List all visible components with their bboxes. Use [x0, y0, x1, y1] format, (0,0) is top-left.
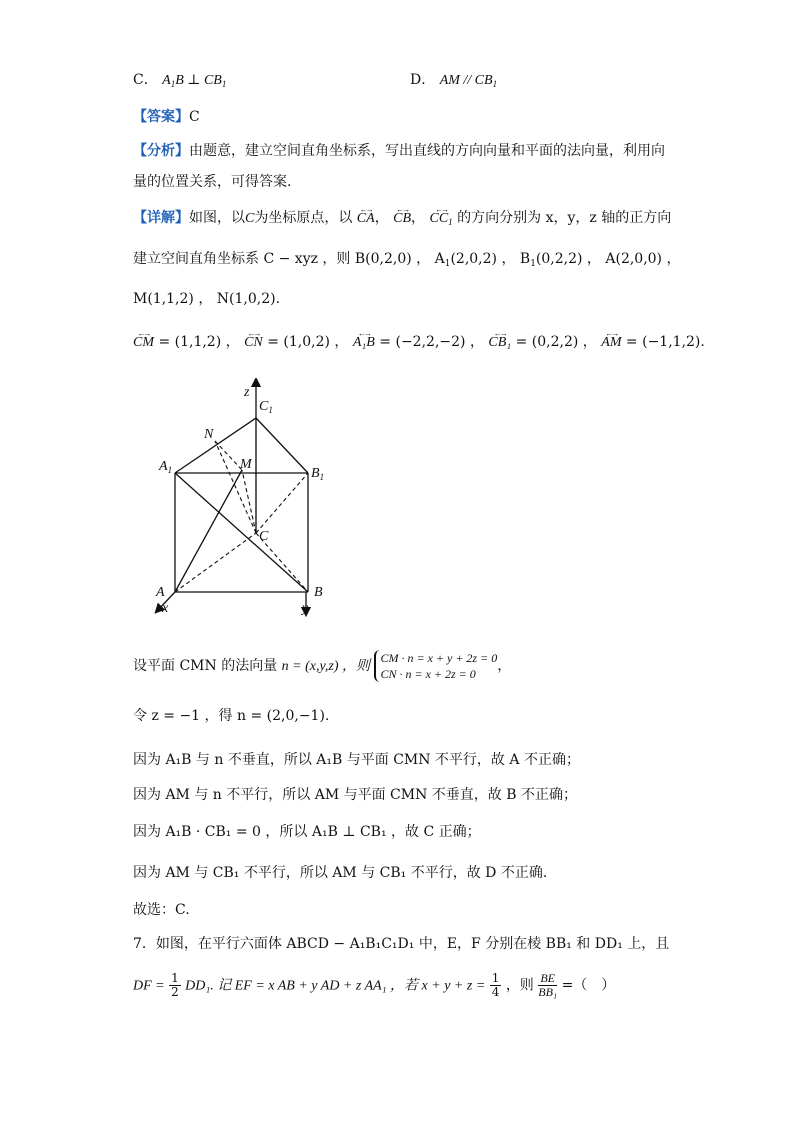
hidden-nm	[215, 441, 242, 470]
let-line: 令 z = −1 ，得 n = (2,0,−1).	[133, 708, 330, 724]
reason-d: 因为 AM 与 CB₁ 不平行，所以 AM 与 CB₁ 不平行，故 D 不正确.	[133, 865, 548, 881]
vector-cc1: ←→ $CC_1$	[429, 209, 452, 232]
fraction-half: $\frac{1}{2}$	[171, 971, 179, 999]
detail-vectors: ←→ CM = (1,1,2) ， ←→ CN = (1,0,2) ， ←→ A₁B = (−2,2,−2) ， ←→ CB₁ = (0,2,2) ， ←→ AM = (−1,1,2).	[133, 332, 705, 353]
detail-line-3: M(1,1,2) ， N(1,0,2).	[133, 291, 281, 307]
analysis-line-1: 【分析】由题意，建立空间直角坐标系，写出直线的方向向量和平面的法向量，利用向	[133, 143, 665, 159]
q7-line-2: DF = $\frac{1}{2}$ DD₁. 记 EF = x AB + y AD + z AA₁ ，若 x + y + z = $\frac{1}{4}$ ，则 $\frac{BE}{\text{BB₁}}$ =（ ）	[133, 971, 616, 999]
hidden-cb1	[256, 473, 308, 533]
option-c-expr: $A_1B$ ⊥ $CB_1$	[162, 73, 227, 89]
label-m: M	[240, 457, 252, 472]
answer-tag: 【答案】	[133, 109, 189, 125]
analysis-tag: 【分析】	[133, 143, 189, 159]
label-c1: $C_1$	[259, 399, 273, 415]
hidden-cm	[242, 470, 256, 533]
choice-line: 故选：C.	[133, 902, 190, 918]
vector-ca: ←→ CA	[357, 209, 375, 229]
hidden-ca	[175, 533, 256, 592]
detail-line-2: 建立空间直角坐标系 C − xyz ，则 B(0,2,0) ， $A_1(2,0,2)$ ， $B_1(0,2,2)$ ， A(2,0,0) ，	[133, 251, 681, 269]
answer-value: C	[189, 109, 200, 125]
label-c: C	[259, 529, 269, 544]
label-z: z	[244, 385, 250, 400]
reason-a: 因为 A₁B 与 n 不垂直，所以 A₁B 与平面 CMN 不平行，故 A 不正确；	[133, 752, 580, 768]
detail-tag: 【详解】	[133, 210, 189, 226]
normal-line: 设平面 CMN 的法向量 n = (x,y,z) ，则 CM · n = x + y + 2z = 0 CN · n = x + 2z = 0 ，	[133, 651, 512, 681]
reason-c: 因为 A₁B · CB₁ = 0 ，所以 A₁B ⊥ CB₁ ，故 C 正确；	[133, 824, 481, 840]
option-c	[133, 70, 226, 94]
detail-line-1: 【详解】如图，以C为坐标原点，以 ←→ CA， ←→ CB， ←→ $CC_1$ 的方向分别为 x，y，z 轴的正方向	[133, 208, 671, 232]
analysis-line-2: 量的位置关系，可得答案.	[133, 174, 292, 190]
option-d	[410, 70, 497, 94]
fraction-be-bb1: $\frac{BE}{\text{BB₁}}$	[538, 971, 558, 999]
label-n: N	[204, 427, 214, 442]
segment-a1b	[175, 473, 308, 592]
hidden-cn	[215, 441, 256, 533]
label-a1: $A_1$	[159, 459, 173, 475]
option-c-label: C．	[133, 72, 158, 88]
label-b1: $B_1$	[311, 466, 325, 482]
vector-cb: ←→ CB	[393, 209, 411, 229]
label-x: x	[162, 601, 169, 616]
label-b: B	[314, 585, 323, 600]
segment-am	[175, 470, 242, 592]
reason-b: 因为 AM 与 n 不平行，所以 AM 与平面 CMN 不垂直，故 B 不正确；	[133, 787, 577, 803]
q7-line-1: 7．如图，在平行六面体 ABCD − A₁B₁C₁D₁ 中，E，F 分别在棱 BB₁ 和 DD₁ 上，且	[133, 936, 670, 952]
label-a: A	[156, 585, 165, 600]
equation-system: CM · n = x + y + 2z = 0 CN · n = x + 2z = 0	[374, 650, 497, 682]
option-d-label: D．	[410, 72, 436, 88]
option-d-expr: AM // $CB_1$	[439, 73, 498, 89]
answer-line	[133, 107, 200, 127]
label-y: y	[302, 601, 309, 616]
fraction-quarter: $\frac{1}{4}$	[491, 971, 500, 999]
edge-c1b1	[256, 418, 308, 473]
prism-figure	[140, 378, 340, 618]
